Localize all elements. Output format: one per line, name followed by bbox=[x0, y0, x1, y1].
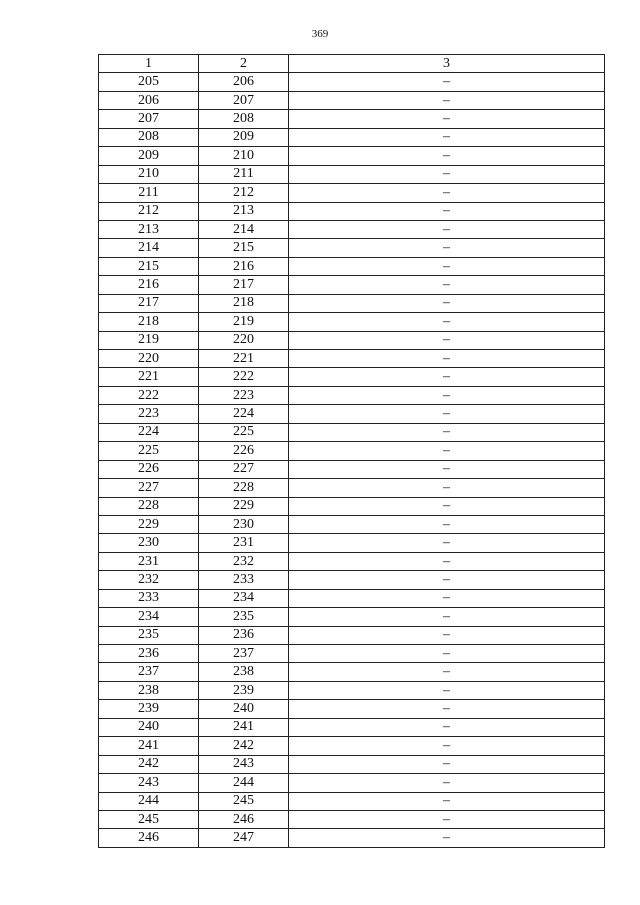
page-number: 369 bbox=[311, 28, 329, 40]
table-row bbox=[99, 626, 605, 644]
table-row bbox=[99, 737, 605, 755]
table-cell-col-1: 224 bbox=[99, 423, 199, 441]
header-row bbox=[99, 55, 605, 73]
table-cell-col-2: 241 bbox=[199, 718, 289, 736]
table-cell-col-1: 221 bbox=[99, 368, 199, 386]
table-row bbox=[99, 663, 605, 681]
table-cell-col-1: 219 bbox=[99, 331, 199, 349]
table-row bbox=[99, 589, 605, 607]
table-cell-col-1: 229 bbox=[99, 515, 199, 533]
table-cell-col-1: 232 bbox=[99, 571, 199, 589]
table-row bbox=[99, 460, 605, 478]
table-cell-col-1: 244 bbox=[99, 792, 199, 810]
table-row bbox=[99, 792, 605, 810]
table-cell-col-1: 208 bbox=[99, 128, 199, 146]
table-cell-col-1: 214 bbox=[99, 239, 199, 257]
table-cell-col-2: 229 bbox=[199, 497, 289, 515]
table-cell-col-1: 205 bbox=[99, 73, 199, 91]
table-cell-col-1: 210 bbox=[99, 165, 199, 183]
table-cell-col-3: – bbox=[289, 774, 605, 792]
table-row bbox=[99, 128, 605, 146]
table-cell-col-3: – bbox=[289, 257, 605, 275]
table-cell-col-2: 236 bbox=[199, 626, 289, 644]
table-row bbox=[99, 645, 605, 663]
table-cell-col-1: 209 bbox=[99, 147, 199, 165]
table-row bbox=[99, 184, 605, 202]
table-cell-col-3: – bbox=[289, 294, 605, 312]
table-cell-col-1: 213 bbox=[99, 220, 199, 238]
table-cell-col-2: 245 bbox=[199, 792, 289, 810]
table-cell-col-1: 241 bbox=[99, 737, 199, 755]
table-cell-col-3: – bbox=[289, 645, 605, 663]
table-cell-col-1: 211 bbox=[99, 184, 199, 202]
table-cell-col-3: – bbox=[289, 128, 605, 146]
table-cell-col-1: 231 bbox=[99, 552, 199, 570]
table-cell-col-1: 228 bbox=[99, 497, 199, 515]
table-cell-col-3: – bbox=[289, 350, 605, 368]
table-cell-col-3: – bbox=[289, 718, 605, 736]
table-row bbox=[99, 386, 605, 404]
table-cell-col-3: – bbox=[289, 313, 605, 331]
table-cell-col-3: – bbox=[289, 515, 605, 533]
table-cell-col-2: 227 bbox=[199, 460, 289, 478]
table-cell-col-3: – bbox=[289, 147, 605, 165]
table-cell-col-2: 216 bbox=[199, 257, 289, 275]
table-cell-col-2: 228 bbox=[199, 479, 289, 497]
table-cell-col-2: 218 bbox=[199, 294, 289, 312]
table-cell-col-2: 239 bbox=[199, 681, 289, 699]
table-cell-col-1: 243 bbox=[99, 774, 199, 792]
table-cell-col-3: – bbox=[289, 589, 605, 607]
table-row bbox=[99, 515, 605, 533]
table-cell-col-3: – bbox=[289, 792, 605, 810]
table-row bbox=[99, 700, 605, 718]
table-cell-col-2: 226 bbox=[199, 442, 289, 460]
table-cell-col-2: 246 bbox=[199, 810, 289, 828]
table-row bbox=[99, 497, 605, 515]
table-row bbox=[99, 534, 605, 552]
table-header bbox=[99, 55, 605, 73]
table-cell-col-3: – bbox=[289, 331, 605, 349]
table-row bbox=[99, 810, 605, 828]
table-cell-col-1: 218 bbox=[99, 313, 199, 331]
table-cell-col-3: – bbox=[289, 497, 605, 515]
table-cell-col-3: – bbox=[289, 202, 605, 220]
table-cell-col-2: 210 bbox=[199, 147, 289, 165]
table-cell-col-2: 232 bbox=[199, 552, 289, 570]
table-cell-col-2: 231 bbox=[199, 534, 289, 552]
table-cell-col-3: – bbox=[289, 810, 605, 828]
table-cell-col-1: 237 bbox=[99, 663, 199, 681]
table-row bbox=[99, 405, 605, 423]
table-cell-col-3: – bbox=[289, 239, 605, 257]
table-cell-col-1: 235 bbox=[99, 626, 199, 644]
table-cell-col-3: – bbox=[289, 165, 605, 183]
table-cell-col-1: 233 bbox=[99, 589, 199, 607]
table-cell-col-1: 245 bbox=[99, 810, 199, 828]
table-cell-col-3: – bbox=[289, 663, 605, 681]
table-row bbox=[99, 608, 605, 626]
table-cell-col-1: 206 bbox=[99, 91, 199, 109]
table-cell-col-1: 239 bbox=[99, 700, 199, 718]
table-cell-col-3: – bbox=[289, 368, 605, 386]
table-cell-col-2: 223 bbox=[199, 386, 289, 404]
table-row bbox=[99, 479, 605, 497]
table-cell-col-1: 220 bbox=[99, 350, 199, 368]
table-cell-col-3: – bbox=[289, 110, 605, 128]
table-row bbox=[99, 110, 605, 128]
table-cell-col-3: – bbox=[289, 184, 605, 202]
data-table bbox=[98, 54, 605, 848]
table-cell-col-3: – bbox=[289, 460, 605, 478]
table-cell-col-2: 225 bbox=[199, 423, 289, 441]
table-cell-col-2: 237 bbox=[199, 645, 289, 663]
table-cell-col-3: – bbox=[289, 755, 605, 773]
table-cell-col-2: 230 bbox=[199, 515, 289, 533]
table-cell-col-1: 230 bbox=[99, 534, 199, 552]
table-row bbox=[99, 718, 605, 736]
table-cell-col-2: 235 bbox=[199, 608, 289, 626]
table-cell-col-3: – bbox=[289, 737, 605, 755]
table-row bbox=[99, 829, 605, 847]
table-cell-col-3: – bbox=[289, 220, 605, 238]
table-cell-col-1: 223 bbox=[99, 405, 199, 423]
table-cell-col-2: 234 bbox=[199, 589, 289, 607]
table-cell-col-2: 208 bbox=[199, 110, 289, 128]
table-row bbox=[99, 331, 605, 349]
table-cell-col-3: – bbox=[289, 479, 605, 497]
table-cell-col-3: – bbox=[289, 442, 605, 460]
table-cell-col-3: – bbox=[289, 681, 605, 699]
table-cell-col-3: – bbox=[289, 73, 605, 91]
table-row bbox=[99, 202, 605, 220]
table-cell-col-2: 212 bbox=[199, 184, 289, 202]
table-cell-col-1: 240 bbox=[99, 718, 199, 736]
table-cell-col-3: – bbox=[289, 534, 605, 552]
column-header-3: 3 bbox=[289, 55, 605, 73]
table-row bbox=[99, 442, 605, 460]
table-cell-col-2: 206 bbox=[199, 73, 289, 91]
table-cell-col-2: 219 bbox=[199, 313, 289, 331]
table-row bbox=[99, 774, 605, 792]
table-cell-col-1: 234 bbox=[99, 608, 199, 626]
table-cell-col-2: 240 bbox=[199, 700, 289, 718]
table-cell-col-1: 236 bbox=[99, 645, 199, 663]
table-row bbox=[99, 165, 605, 183]
table-row bbox=[99, 73, 605, 91]
table-body bbox=[99, 73, 605, 847]
table-cell-col-1: 216 bbox=[99, 276, 199, 294]
column-header-1: 1 bbox=[99, 55, 199, 73]
table-cell-col-1: 225 bbox=[99, 442, 199, 460]
table-cell-col-2: 211 bbox=[199, 165, 289, 183]
table-row bbox=[99, 257, 605, 275]
table-cell-col-3: – bbox=[289, 700, 605, 718]
table-cell-col-2: 243 bbox=[199, 755, 289, 773]
table-cell-col-2: 215 bbox=[199, 239, 289, 257]
table-cell-col-1: 226 bbox=[99, 460, 199, 478]
table-row bbox=[99, 755, 605, 773]
table-cell-col-2: 247 bbox=[199, 829, 289, 847]
table-cell-col-3: – bbox=[289, 571, 605, 589]
table-row bbox=[99, 313, 605, 331]
table-cell-col-3: – bbox=[289, 423, 605, 441]
table-row bbox=[99, 423, 605, 441]
table-row bbox=[99, 91, 605, 109]
table-cell-col-2: 244 bbox=[199, 774, 289, 792]
table-cell-col-1: 246 bbox=[99, 829, 199, 847]
table-cell-col-3: – bbox=[289, 91, 605, 109]
table-cell-col-3: – bbox=[289, 276, 605, 294]
table-cell-col-2: 209 bbox=[199, 128, 289, 146]
table-row bbox=[99, 350, 605, 368]
table-cell-col-1: 222 bbox=[99, 386, 199, 404]
table-row bbox=[99, 681, 605, 699]
table-cell-col-2: 214 bbox=[199, 220, 289, 238]
table-row bbox=[99, 239, 605, 257]
table-cell-col-2: 207 bbox=[199, 91, 289, 109]
table-cell-col-1: 215 bbox=[99, 257, 199, 275]
table-row bbox=[99, 368, 605, 386]
table-cell-col-1: 227 bbox=[99, 479, 199, 497]
table-cell-col-2: 233 bbox=[199, 571, 289, 589]
table-cell-col-3: – bbox=[289, 552, 605, 570]
table-row bbox=[99, 552, 605, 570]
table-cell-col-2: 242 bbox=[199, 737, 289, 755]
table-cell-col-3: – bbox=[289, 608, 605, 626]
table-cell-col-1: 207 bbox=[99, 110, 199, 128]
table-row bbox=[99, 294, 605, 312]
table-cell-col-1: 212 bbox=[99, 202, 199, 220]
table-cell-col-2: 222 bbox=[199, 368, 289, 386]
table-cell-col-2: 220 bbox=[199, 331, 289, 349]
table-cell-col-2: 221 bbox=[199, 350, 289, 368]
table-row bbox=[99, 147, 605, 165]
table-cell-col-3: – bbox=[289, 626, 605, 644]
table-cell-col-2: 213 bbox=[199, 202, 289, 220]
table-cell-col-3: – bbox=[289, 829, 605, 847]
table-cell-col-2: 224 bbox=[199, 405, 289, 423]
table-cell-col-1: 217 bbox=[99, 294, 199, 312]
table-cell-col-3: – bbox=[289, 405, 605, 423]
table-row bbox=[99, 220, 605, 238]
table-cell-col-1: 242 bbox=[99, 755, 199, 773]
column-header-2: 2 bbox=[199, 55, 289, 73]
table-cell-col-1: 238 bbox=[99, 681, 199, 699]
table-cell-col-2: 217 bbox=[199, 276, 289, 294]
table-cell-col-3: – bbox=[289, 386, 605, 404]
table-row bbox=[99, 571, 605, 589]
table-row bbox=[99, 276, 605, 294]
table-cell-col-2: 238 bbox=[199, 663, 289, 681]
